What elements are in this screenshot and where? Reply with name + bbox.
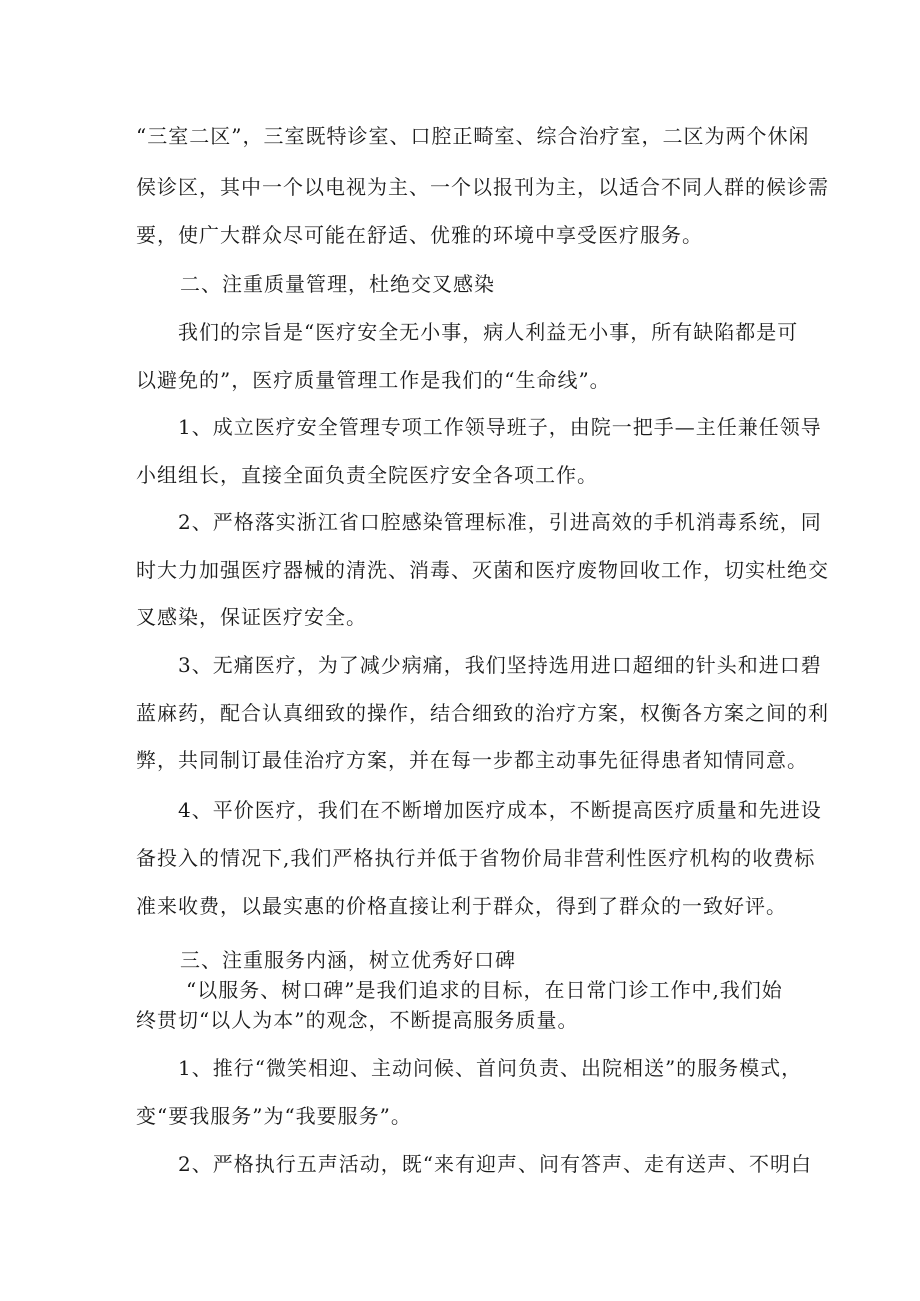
text-line: 准来收费，以最实惠的价格直接让利于群众，得到了群众的一致好评。 (136, 894, 787, 918)
text-line: 3、无痛医疗，为了减少病痛，我们坚持选用进口超细的针头和进口碧 (178, 653, 822, 677)
text-line: 终贯切“以人为本”的观念，不断提高服务质量。 (136, 1008, 579, 1032)
text-line: 4、平价医疗，我们在不断增加医疗成本，不断提高医疗质量和先进设 (178, 798, 822, 822)
text-line: 叉感染，保证医疗安全。 (136, 605, 367, 629)
text-line: 变“要我服务”为“我要服务”。 (136, 1104, 412, 1128)
text-line: 要，使广大群众尽可能在舒适、优雅的环境中享受医疗服务。 (136, 223, 703, 247)
text-line: 备投入的情况下,我们严格执行并低于省物价局非营利性医疗机构的收费标 (136, 846, 816, 870)
text-line: 我们的宗旨是“医疗安全无小事，病人利益无小事，所有缺陷都是可 (178, 320, 799, 344)
text-line: 以避免的”，医疗质量管理工作是我们的“生命线”。 (136, 368, 611, 392)
text-line: 蓝麻药，配合认真细致的操作，结合细致的治疗方案，权衡各方案之间的利 (136, 701, 829, 725)
text-line: 侯诊区，其中一个以电视为主、一个以报刊为主，以适合不同人群的候诊需 (136, 175, 829, 199)
text-line: “三室二区”，三室既特诊室、口腔正畸室、综合治疗室，二区为两个休闲 (136, 124, 810, 148)
heading-text: 三、注重服务内涵，树立优秀好口碑 (180, 948, 516, 972)
text-line: 2、严格落实浙江省口腔感染管理标准，引进高效的手机消毒系统，同 (178, 510, 822, 534)
text-line: “以服务、树口碑”是我们追求的目标，在日常门诊工作中,我们始 (186, 978, 783, 1002)
heading-text: 二、注重质量管理，杜绝交叉感染 (180, 272, 495, 296)
text-line: 2、严格执行五声活动，既“来有迎声、问有答声、走有送声、不明白 (178, 1152, 812, 1176)
text-line: 弊，共同制订最佳治疗方案，并在每一步都主动事先征得患者知情同意。 (136, 748, 808, 772)
text-line: 1、成立医疗安全管理专项工作领导班子，由院一把手—主任兼任领导 (178, 415, 822, 439)
text-line: 时大力加强医疗器械的清洗、消毒、灭菌和医疗废物回收工作，切实杜绝交 (136, 558, 829, 582)
text-line: 1、推行“微笑相迎、主动问候、首问负责、出院相送”的服务模式， (178, 1056, 803, 1080)
text-line: 小组组长，直接全面负责全院医疗安全各项工作。 (136, 463, 598, 487)
